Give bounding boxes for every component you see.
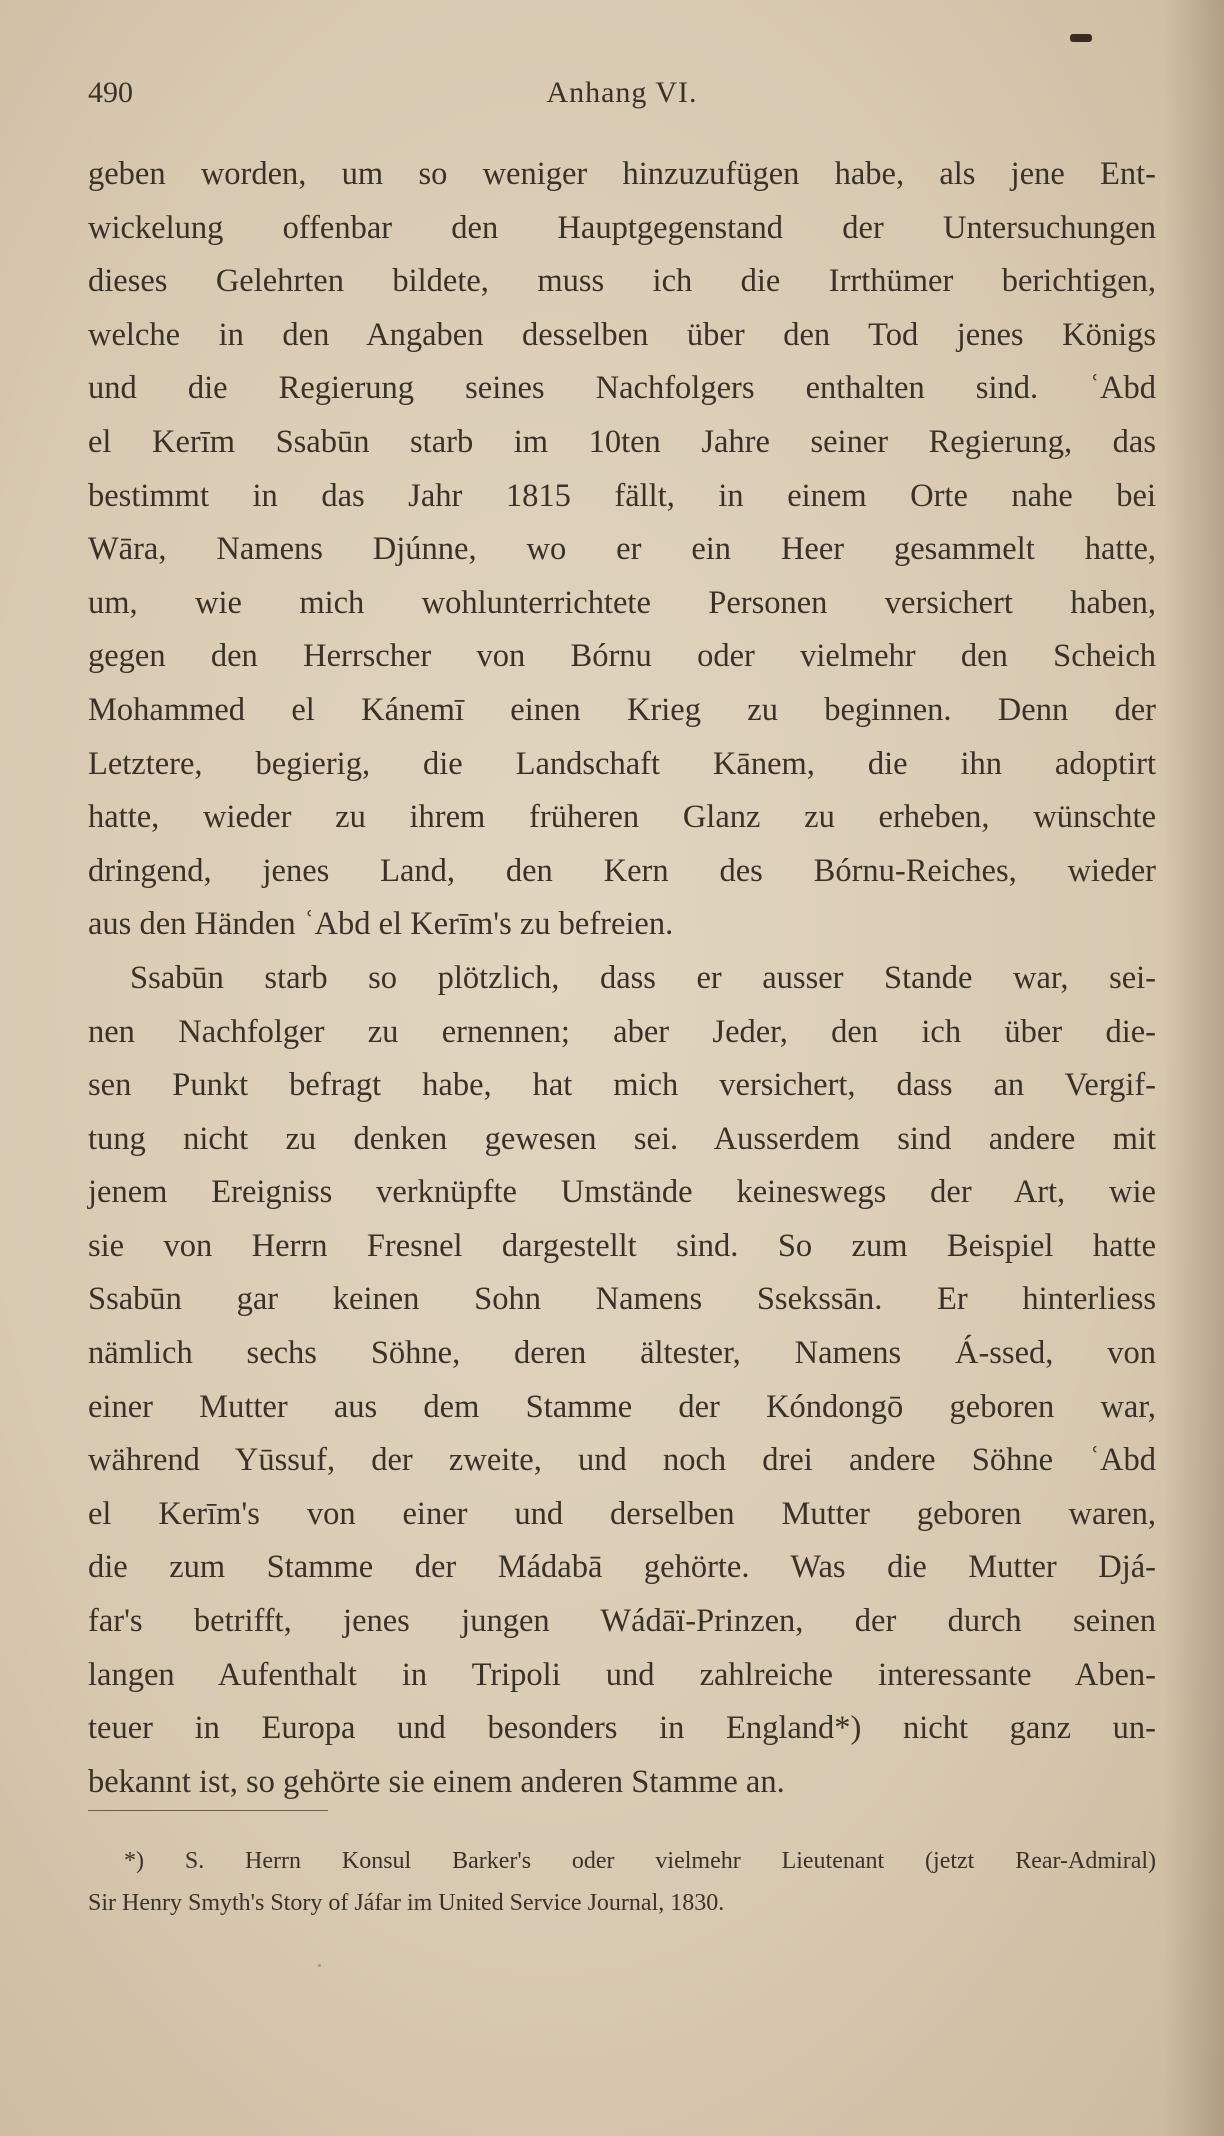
text-line: um, wie mich wohlunterrichtete Personen versichert haben,: [88, 584, 1156, 621]
text-line: nämlich sechs Söhne, deren ältester, Namens Á-ssed, von: [88, 1335, 1156, 1372]
text-line: Ssabūn gar keinen Sohn Namens Ssekssān. Er hinterliess: [88, 1281, 1156, 1318]
text-line: Mohammed el Kánemī einen Krieg zu beginnen. Denn der: [88, 691, 1156, 728]
text-line: Letztere, begierig, die Landschaft Kānem, die ihn adoptirt: [88, 745, 1156, 782]
text-line: und die Regierung seines Nachfolgers enthalten sind. ʿAbd: [88, 370, 1156, 407]
footnote-line: *) S. Herrn Konsul Barker's oder vielmehr Lieutenant (jetzt Rear-Admiral): [124, 1848, 1156, 1874]
text-line: langen Aufenthalt in Tripoli und zahlreiche interessante Aben-: [88, 1656, 1156, 1693]
text-line: geben worden, um so weniger hinzuzufügen habe, als jene Ent-: [88, 156, 1156, 192]
paper-speck: [318, 1964, 321, 1967]
running-title: Anhang VI.: [546, 76, 698, 109]
text-line: welche in den Angaben desselben über den Tod jenes Königs: [88, 316, 1156, 353]
page-header: [88, 76, 1156, 120]
text-line: Wāra, Namens Djúnne, wo er ein Heer gesammelt hatte,: [88, 531, 1156, 568]
footnote-line: Sir Henry Smyth's Story of Jáfar im United Service Journal, 1830.: [88, 1890, 725, 1916]
text-line: einer Mutter aus dem Stamme der Kóndongō geboren war,: [88, 1388, 1156, 1425]
text-line: wickelung offenbar den Hauptgegenstand der Untersuchungen: [88, 209, 1156, 246]
footnote-divider: [88, 1810, 328, 1811]
text-line: teuer in Europa und besonders in England*) nicht ganz un-: [88, 1710, 1156, 1747]
text-line: hatte, wieder zu ihrem früheren Glanz zu erheben, wünschte: [88, 799, 1156, 836]
text-line: Ssabūn starb so plötzlich, dass er ausser Stande war, sei-: [130, 959, 1156, 996]
text-line: sie von Herrn Fresnel dargestellt sind. So zum Beispiel hatte: [88, 1227, 1156, 1264]
text-line: die zum Stamme der Mádabā gehörte. Was die Mutter Djá-: [88, 1549, 1156, 1586]
text-line: nen Nachfolger zu ernennen; aber Jeder, den ich über die-: [88, 1013, 1156, 1050]
text-line: jenem Ereigniss verknüpfte Umstände keineswegs der Art, wie: [88, 1174, 1156, 1211]
text-line: tung nicht zu denken gewesen sei. Ausserdem sind andere mit: [88, 1120, 1156, 1157]
text-line: aus den Händen ʿAbd el Kerīm's zu befreien.: [88, 906, 674, 943]
text-line: gegen den Herrscher von Bórnu oder vielmehr den Scheich: [88, 638, 1156, 675]
text-line: far's betrifft, jenes jungen Wádāï-Prinzen, der durch seinen: [88, 1603, 1156, 1640]
text-line: dieses Gelehrten bildete, muss ich die Irrthümer berichtigen,: [88, 263, 1156, 300]
page-edge-shadow: [1164, 0, 1224, 2136]
page-number: 490: [88, 76, 133, 109]
text-line: dringend, jenes Land, den Kern des Bórnu-Reiches, wieder: [88, 852, 1156, 889]
text-line: el Kerīm Ssabūn starb im 10ten Jahre seiner Regierung, das: [88, 423, 1156, 460]
body-text: [88, 148, 1156, 1809]
text-line: während Yūssuf, der zweite, und noch drei andere Söhne ʿAbd: [88, 1442, 1156, 1479]
text-line: bestimmt in das Jahr 1815 fällt, in einem Orte nahe bei: [88, 477, 1156, 514]
text-line: el Kerīm's von einer und derselben Mutter geboren waren,: [88, 1495, 1156, 1532]
text-line: sen Punkt befragt habe, hat mich versichert, dass an Vergif-: [88, 1067, 1156, 1104]
footnote: [88, 1840, 1156, 1924]
ink-mark: [1070, 34, 1092, 42]
text-line: bekannt ist, so gehörte sie einem anderen Stamme an.: [88, 1763, 785, 1800]
